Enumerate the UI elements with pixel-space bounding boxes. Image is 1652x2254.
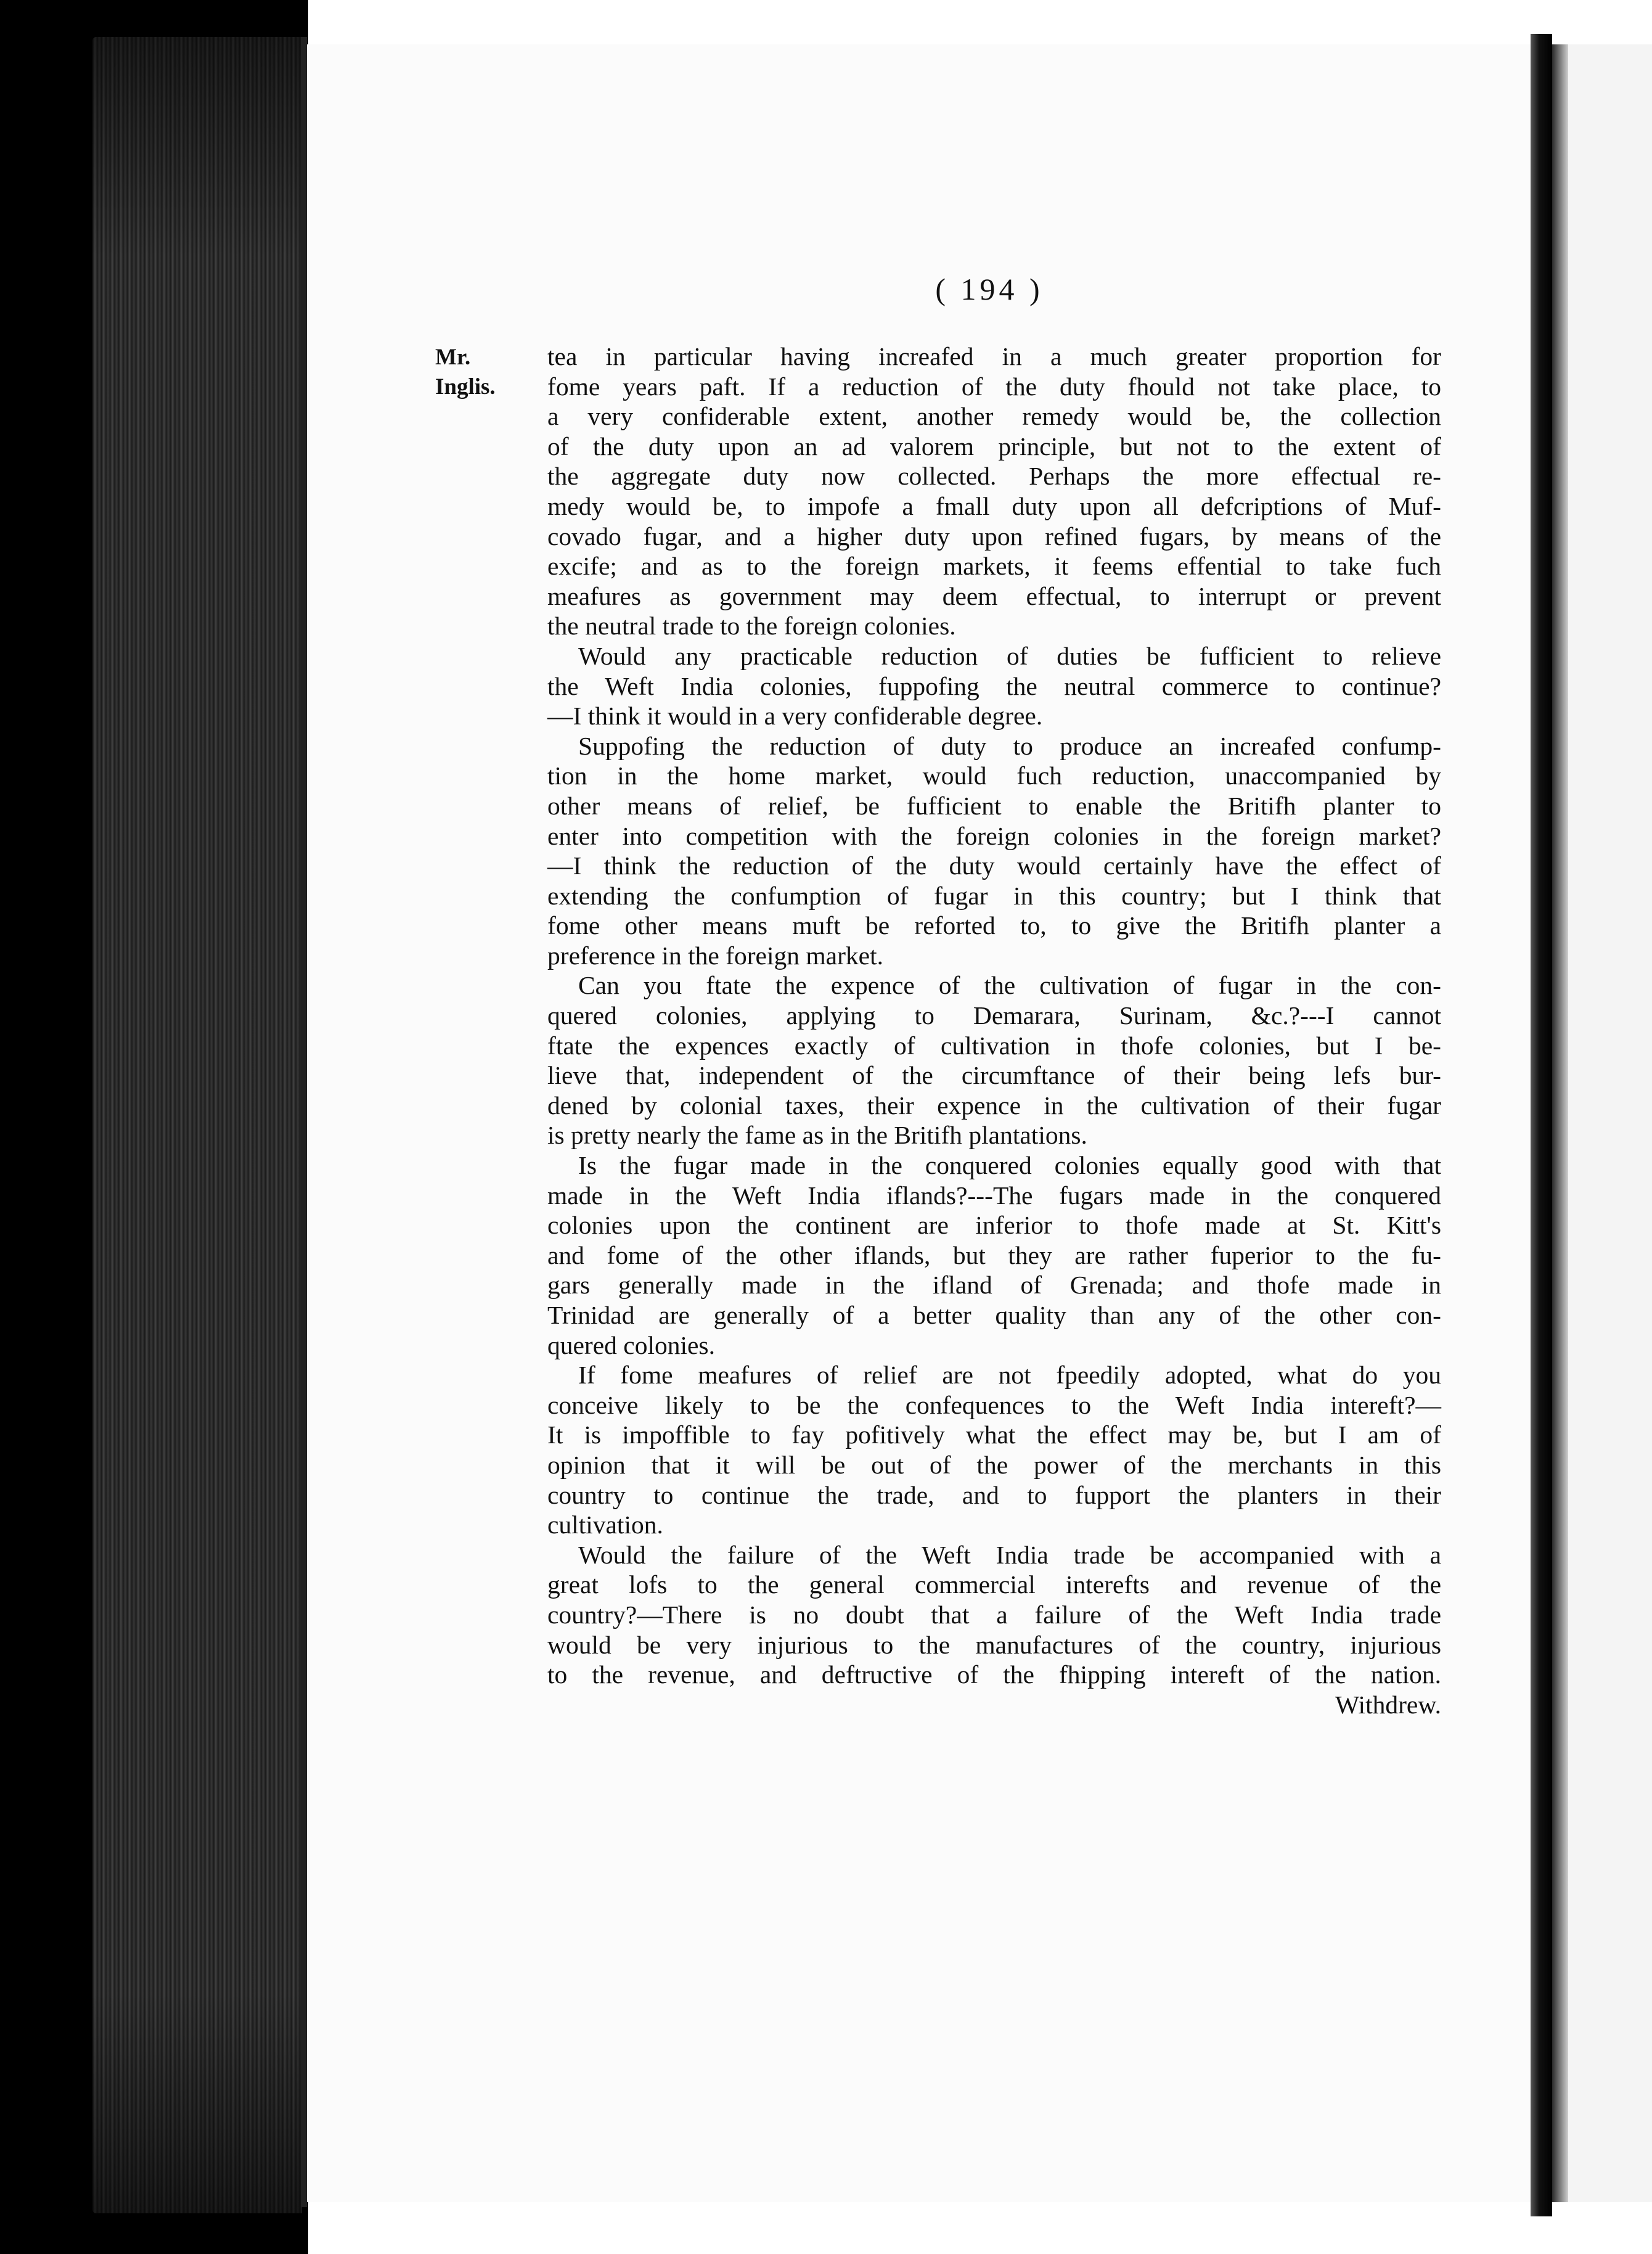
text-line: the Weft India colonies, fuppofing the neutral commerce to continue?	[547, 671, 1441, 700]
text-line: ftate the expences exactly of cultivation in thofe colonies, but I be-	[547, 1031, 1441, 1060]
text-line: Trinidad are generally of a better quality than any of the other con-	[547, 1301, 1441, 1329]
margin-note-line: Inglis.	[435, 374, 496, 400]
text-line: conceive likely to be the confequences to the Weft India intereft?—	[547, 1390, 1441, 1419]
text-line: and fome of the other iflands, but they are rather fuperior to the fu-	[547, 1240, 1441, 1269]
text-line: Is the fugar made in the conquered colonies equally good with that	[578, 1151, 1441, 1180]
text-line: of the duty upon an ad valorem principle, but not to the extent of	[547, 432, 1441, 461]
text-line: —I think the reduction of the duty would certainly have the effect of	[547, 851, 1441, 880]
text-line: country to continue the trade, and to fupport the planters in their	[547, 1480, 1441, 1509]
text-line: tea in particular having increafed in a much greater proportion for	[547, 342, 1441, 371]
text-line: Can you ftate the expence of the cultivation of fugar in the con-	[578, 971, 1441, 1000]
page-gutter	[301, 37, 307, 2207]
text-line: country?—There is no doubt that a failure of the Weft India trade	[547, 1600, 1441, 1629]
text-line: the aggregate duty now collected. Perhaps the more effectual re-	[547, 462, 1441, 491]
page-number: ( 194 )	[935, 272, 1044, 306]
text-line: If fome meafures of relief are not fpeedily adopted, what do you	[578, 1361, 1441, 1390]
signoff-text: Withdrew.	[1335, 1690, 1441, 1719]
text-line: a very confiderable extent, another remedy would be, the collection	[547, 402, 1441, 431]
text-line: fome other means muft be reforted to, to give the Britifh planter a	[547, 911, 1441, 940]
text-line: Would the failure of the Weft India trade be accompanied with a	[578, 1540, 1441, 1569]
text-line: Suppofing the reduction of duty to produce an increafed confump-	[578, 731, 1441, 760]
text-line: cultivation.	[547, 1510, 663, 1539]
facing-page-edge	[1552, 44, 1652, 2202]
text-line: to the revenue, and deftructive of the fhipping intereft of the nation.	[547, 1660, 1441, 1689]
text-line: excife; and as to the foreign markets, it feems effential to take fuch	[547, 552, 1441, 581]
text-line: It is impoffible to fay pofitively what the effect may be, but I am of	[547, 1420, 1441, 1449]
body-text	[547, 342, 1441, 1719]
text-line: would be very injurious to the manufactures of the country, injurious	[547, 1630, 1441, 1659]
text-line: quered colonies.	[547, 1330, 715, 1359]
right-binding-shadow	[1531, 34, 1552, 2216]
text-line: meafures as government may deem effectual, to interrupt or prevent	[547, 581, 1441, 610]
text-line: extending the confumption of fugar in this country; but I think that	[547, 881, 1441, 910]
text-line: preference in the foreign market.	[547, 941, 883, 970]
text-line: opinion that it will be out of the power of the merchants in this	[547, 1450, 1441, 1479]
text-line: medy would be, to impofe a fmall duty upon all defcriptions of Muf-	[547, 491, 1441, 520]
text-line: covado fugar, and a higher duty upon refined fugars, by means of the	[547, 522, 1441, 551]
text-line: the neutral trade to the foreign colonies.	[547, 612, 956, 641]
text-line: great lofs to the general commercial interefts and revenue of the	[547, 1570, 1441, 1599]
text-line: made in the Weft India iflands?---The fugars made in the conquered	[547, 1181, 1441, 1210]
text-line: —I think it would in a very confiderable degree.	[547, 702, 1043, 731]
text-line: quered colonies, applying to Demarara, Surinam, &c.?---I cannot	[547, 1001, 1441, 1030]
text-line: dened by colonial taxes, their expence in the cultivation of their fugar	[547, 1091, 1441, 1120]
text-line: Would any practicable reduction of duties be fufficient to relieve	[578, 641, 1441, 670]
text-line: is pretty nearly the fame as in the Britifh plantations.	[547, 1121, 1087, 1150]
text-line: lieve that, independent of the circumftance of their being lefs bur-	[547, 1061, 1441, 1090]
text-line: fome years paft. If a reduction of the duty fhould not take place, to	[547, 372, 1441, 401]
text-line: colonies upon the continent are inferior to thofe made at St. Kitt's	[547, 1211, 1441, 1240]
text-line: gars generally made in the ifland of Grenada; and thofe made in	[547, 1271, 1441, 1300]
margin-speaker-note	[435, 343, 540, 402]
margin-note-line: Mr.	[435, 345, 471, 370]
text-line: other means of relief, be fufficient to enable the Britifh planter to	[547, 791, 1441, 820]
text-line: tion in the home market, would fuch reduction, unaccompanied by	[547, 761, 1441, 790]
book-page-edge	[92, 37, 302, 2213]
text-line: enter into competition with the foreign colonies in the foreign market?	[547, 821, 1441, 850]
